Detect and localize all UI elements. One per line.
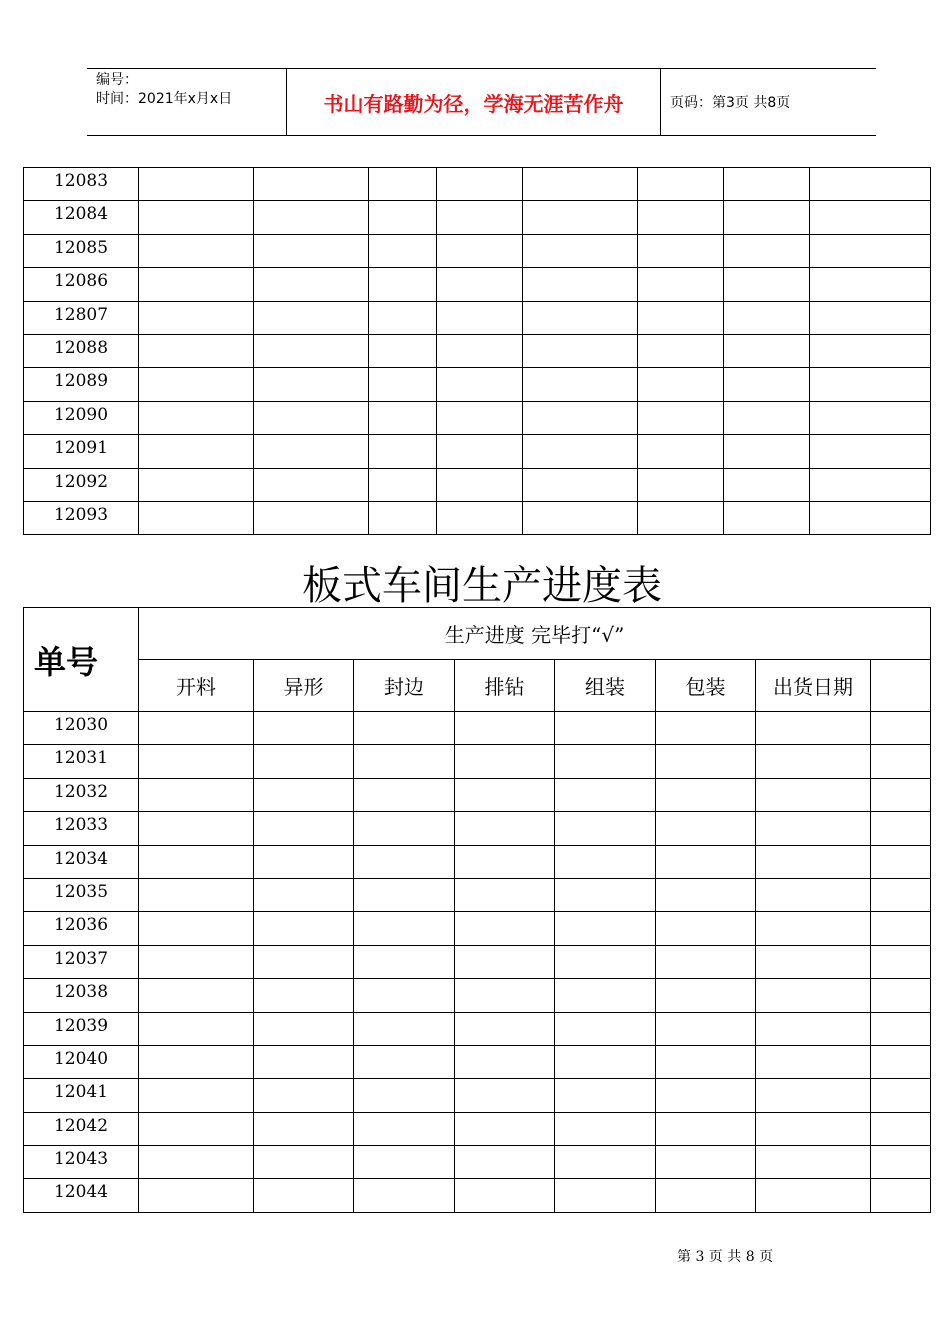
progress-cell[interactable]: [139, 778, 254, 811]
progress-cell[interactable]: [369, 168, 437, 201]
progress-cell[interactable]: [555, 745, 656, 778]
progress-cell[interactable]: [354, 778, 455, 811]
progress-cell[interactable]: [555, 1179, 656, 1212]
progress-cell[interactable]: [254, 912, 354, 945]
order-id-cell: 12040: [24, 1045, 139, 1078]
progress-cell[interactable]: [810, 201, 931, 234]
progress-cell[interactable]: [139, 945, 254, 978]
table-row: [24, 334, 931, 367]
progress-cell[interactable]: [139, 168, 254, 201]
order-id-cell: 12030: [24, 712, 139, 745]
table-row: [24, 1012, 931, 1045]
progress-cell[interactable]: [871, 979, 931, 1012]
progress-cell[interactable]: [354, 912, 455, 945]
progress-cell[interactable]: [555, 979, 656, 1012]
progress-cell[interactable]: [638, 435, 724, 468]
progress-cell[interactable]: [139, 334, 254, 367]
order-id-cell: 12086: [24, 268, 139, 301]
progress-cell[interactable]: [254, 1045, 354, 1078]
progress-cell[interactable]: [254, 201, 369, 234]
stage-header: 出货日期: [756, 660, 871, 712]
progress-cell[interactable]: [139, 912, 254, 945]
date-line: 时间：2021年x月x日: [96, 91, 233, 107]
progress-cell[interactable]: [871, 912, 931, 945]
progress-cell[interactable]: [254, 334, 369, 367]
table-row: [24, 979, 931, 1012]
progress-cell[interactable]: [756, 1179, 871, 1212]
header-page-info: 页码：第3页 共8页: [670, 95, 791, 111]
progress-cell[interactable]: [724, 334, 810, 367]
progress-cell[interactable]: [369, 368, 437, 401]
progress-cell[interactable]: [437, 168, 523, 201]
progress-cell[interactable]: [523, 501, 638, 534]
workshop-progress-table: [23, 607, 931, 1213]
header-motto: 书山有路勤为径，学海无涯苦作舟: [287, 69, 661, 135]
progress-cell[interactable]: [139, 1179, 254, 1212]
progress-cell[interactable]: [724, 201, 810, 234]
progress-cell[interactable]: [369, 234, 437, 267]
progress-cell[interactable]: [656, 945, 756, 978]
progress-cell[interactable]: [139, 268, 254, 301]
progress-cell[interactable]: [871, 1079, 931, 1112]
progress-cell[interactable]: [724, 368, 810, 401]
progress-cell[interactable]: [139, 368, 254, 401]
table-row: [24, 945, 931, 978]
progress-cell[interactable]: [555, 878, 656, 911]
progress-cell[interactable]: [139, 845, 254, 878]
progress-cell[interactable]: [354, 878, 455, 911]
progress-cell[interactable]: [724, 501, 810, 534]
table-row: [24, 468, 931, 501]
progress-cell[interactable]: [354, 1146, 455, 1179]
progress-cell[interactable]: [656, 1079, 756, 1112]
page-header: [87, 68, 876, 136]
progress-cell[interactable]: [638, 468, 724, 501]
progress-cell[interactable]: [724, 468, 810, 501]
table-row: [24, 268, 931, 301]
progress-cell[interactable]: [437, 334, 523, 367]
order-id-cell: 12084: [24, 201, 139, 234]
table-row: [24, 1179, 931, 1212]
table-row: [24, 301, 931, 334]
table-row: [24, 501, 931, 534]
progress-cell[interactable]: [455, 945, 555, 978]
progress-cell[interactable]: [523, 234, 638, 267]
progress-cell[interactable]: [354, 712, 455, 745]
progress-cell[interactable]: [254, 1012, 354, 1045]
order-id-cell: 12088: [24, 334, 139, 367]
progress-cell[interactable]: [455, 845, 555, 878]
progress-cell[interactable]: [369, 501, 437, 534]
progress-cell[interactable]: [254, 845, 354, 878]
progress-cell[interactable]: [724, 234, 810, 267]
progress-cell[interactable]: [437, 401, 523, 434]
stage-header: 异形: [254, 660, 354, 712]
stage-header: 组装: [555, 660, 656, 712]
progress-cell[interactable]: [354, 812, 455, 845]
progress-cell[interactable]: [139, 1045, 254, 1078]
progress-cell[interactable]: [555, 1079, 656, 1112]
progress-cell[interactable]: [555, 812, 656, 845]
progress-cell[interactable]: [656, 778, 756, 811]
progress-cell[interactable]: [756, 878, 871, 911]
progress-cell[interactable]: [756, 812, 871, 845]
progress-cell[interactable]: [139, 301, 254, 334]
order-id-cell: 12039: [24, 1012, 139, 1045]
progress-cell[interactable]: [139, 435, 254, 468]
progress-cell[interactable]: [656, 878, 756, 911]
progress-cell[interactable]: [724, 168, 810, 201]
progress-cell[interactable]: [369, 334, 437, 367]
progress-cell[interactable]: [871, 1045, 931, 1078]
progress-cell[interactable]: [254, 878, 354, 911]
progress-cell[interactable]: [638, 368, 724, 401]
page-footer: 第 3 页 共 8 页: [677, 1249, 774, 1265]
progress-cell[interactable]: [437, 234, 523, 267]
progress-cell[interactable]: [871, 1179, 931, 1212]
table-row: [24, 368, 931, 401]
progress-cell[interactable]: [756, 1146, 871, 1179]
progress-cell[interactable]: [254, 401, 369, 434]
progress-cell[interactable]: [638, 501, 724, 534]
progress-cell[interactable]: [810, 334, 931, 367]
progress-cell[interactable]: [455, 1146, 555, 1179]
table-row: [24, 168, 931, 201]
progress-cell[interactable]: [871, 1012, 931, 1045]
progress-cell[interactable]: [139, 234, 254, 267]
progress-cell[interactable]: [871, 812, 931, 845]
top-progress-table: [23, 167, 931, 535]
progress-cell[interactable]: [437, 368, 523, 401]
progress-cell[interactable]: [139, 878, 254, 911]
progress-cell[interactable]: [254, 778, 354, 811]
progress-cell[interactable]: [810, 301, 931, 334]
progress-cell[interactable]: [139, 501, 254, 534]
progress-cell[interactable]: [254, 468, 369, 501]
progress-cell[interactable]: [254, 945, 354, 978]
progress-cell[interactable]: [455, 1179, 555, 1212]
progress-cell[interactable]: [871, 878, 931, 911]
stage-header: 排钻: [455, 660, 555, 712]
table-row: [24, 435, 931, 468]
progress-cell[interactable]: [455, 778, 555, 811]
table-row: [24, 778, 931, 811]
progress-cell[interactable]: [254, 501, 369, 534]
progress-cell[interactable]: [437, 501, 523, 534]
order-id-cell: 12807: [24, 301, 139, 334]
order-id-cell: 12041: [24, 1079, 139, 1112]
progress-cell[interactable]: [254, 1079, 354, 1112]
progress-cell[interactable]: [555, 912, 656, 945]
progress-cell[interactable]: [354, 1012, 455, 1045]
progress-cell[interactable]: [455, 1012, 555, 1045]
progress-cell[interactable]: [254, 1179, 354, 1212]
progress-cell[interactable]: [139, 812, 254, 845]
progress-cell[interactable]: [871, 945, 931, 978]
table-row: [24, 1045, 931, 1078]
progress-cell[interactable]: [756, 912, 871, 945]
progress-cell[interactable]: [139, 1079, 254, 1112]
progress-cell[interactable]: [724, 401, 810, 434]
progress-cell[interactable]: [254, 368, 369, 401]
progress-cell[interactable]: [139, 745, 254, 778]
progress-cell[interactable]: [871, 745, 931, 778]
progress-cell[interactable]: [810, 234, 931, 267]
order-id-cell: 12083: [24, 168, 139, 201]
progress-cell[interactable]: [656, 745, 756, 778]
table-row: [24, 1079, 931, 1112]
table-row: [24, 878, 931, 911]
progress-cell[interactable]: [756, 778, 871, 811]
progress-cell[interactable]: [354, 1079, 455, 1112]
progress-cell[interactable]: [354, 1112, 455, 1145]
progress-cell[interactable]: [139, 468, 254, 501]
order-id-cell: 12034: [24, 845, 139, 878]
progress-cell[interactable]: [656, 1045, 756, 1078]
progress-cell[interactable]: [638, 168, 724, 201]
progress-cell[interactable]: [437, 301, 523, 334]
table-row: [24, 1146, 931, 1179]
progress-cell[interactable]: [871, 1112, 931, 1145]
progress-cell[interactable]: [369, 468, 437, 501]
progress-cell[interactable]: [254, 812, 354, 845]
progress-cell[interactable]: [455, 1112, 555, 1145]
progress-cell[interactable]: [756, 1079, 871, 1112]
progress-cell[interactable]: [656, 812, 756, 845]
table-row: [24, 912, 931, 945]
progress-cell[interactable]: [369, 268, 437, 301]
progress-cell[interactable]: [523, 468, 638, 501]
progress-cell[interactable]: [254, 1112, 354, 1145]
progress-cell[interactable]: [756, 845, 871, 878]
progress-cell[interactable]: [139, 712, 254, 745]
order-id-cell: 12042: [24, 1112, 139, 1145]
progress-cell[interactable]: [437, 201, 523, 234]
progress-cell[interactable]: [810, 168, 931, 201]
progress-cell[interactable]: [638, 201, 724, 234]
progress-cell[interactable]: [139, 1112, 254, 1145]
progress-cell[interactable]: [369, 401, 437, 434]
progress-cell[interactable]: [437, 468, 523, 501]
progress-cell[interactable]: [523, 201, 638, 234]
order-id-cell: 12038: [24, 979, 139, 1012]
progress-cell[interactable]: [254, 234, 369, 267]
progress-cell[interactable]: [810, 268, 931, 301]
progress-cell[interactable]: [724, 301, 810, 334]
progress-cell[interactable]: [254, 745, 354, 778]
progress-cell[interactable]: [139, 1012, 254, 1045]
progress-cell[interactable]: [656, 1179, 756, 1212]
table-row: [24, 201, 931, 234]
order-id-cell: 12085: [24, 234, 139, 267]
progress-cell[interactable]: [555, 1012, 656, 1045]
progress-cell[interactable]: [724, 435, 810, 468]
progress-cell[interactable]: [523, 301, 638, 334]
progress-cell[interactable]: [455, 712, 555, 745]
stage-header: 包装: [656, 660, 756, 712]
progress-cell[interactable]: [254, 435, 369, 468]
progress-cell[interactable]: [756, 745, 871, 778]
progress-cell[interactable]: [638, 234, 724, 267]
progress-cell[interactable]: [254, 301, 369, 334]
progress-cell[interactable]: [139, 401, 254, 434]
progress-cell[interactable]: [369, 201, 437, 234]
order-id-cell: 12044: [24, 1179, 139, 1212]
progress-cell[interactable]: [354, 1179, 455, 1212]
progress-cell[interactable]: [555, 1045, 656, 1078]
order-id-cell: 12033: [24, 812, 139, 845]
progress-cell[interactable]: [756, 979, 871, 1012]
progress-cell[interactable]: [555, 1112, 656, 1145]
progress-cell[interactable]: [656, 979, 756, 1012]
progress-cell[interactable]: [555, 778, 656, 811]
progress-cell[interactable]: [756, 1045, 871, 1078]
progress-cell[interactable]: [254, 268, 369, 301]
progress-cell[interactable]: [724, 268, 810, 301]
order-id-cell: 12093: [24, 501, 139, 534]
progress-cell[interactable]: [656, 712, 756, 745]
table-row: [24, 845, 931, 878]
progress-cell[interactable]: [354, 1045, 455, 1078]
progress-cell[interactable]: [638, 401, 724, 434]
progress-cell[interactable]: [437, 268, 523, 301]
progress-cell[interactable]: [455, 878, 555, 911]
table-row: [24, 812, 931, 845]
progress-cell[interactable]: [810, 501, 931, 534]
table-row: [24, 745, 931, 778]
progress-cell[interactable]: [523, 168, 638, 201]
table-row: [24, 712, 931, 745]
progress-cell[interactable]: [871, 778, 931, 811]
progress-cell[interactable]: [455, 745, 555, 778]
progress-cell[interactable]: [656, 1012, 756, 1045]
progress-cell[interactable]: [656, 1146, 756, 1179]
code-label: 编号：: [96, 72, 138, 88]
progress-cell[interactable]: [756, 1012, 871, 1045]
progress-cell[interactable]: [139, 201, 254, 234]
progress-cell[interactable]: [455, 979, 555, 1012]
header-meta: [87, 69, 287, 135]
progress-cell[interactable]: [523, 368, 638, 401]
order-id-cell: 12090: [24, 401, 139, 434]
progress-cell[interactable]: [810, 468, 931, 501]
order-id-cell: 12043: [24, 1146, 139, 1179]
progress-cell[interactable]: [555, 712, 656, 745]
stage-header: [871, 660, 931, 712]
progress-cell[interactable]: [871, 1146, 931, 1179]
progress-cell[interactable]: [656, 845, 756, 878]
progress-cell[interactable]: [656, 1112, 756, 1145]
table-row: [24, 234, 931, 267]
progress-cell[interactable]: [523, 268, 638, 301]
stage-header: 封边: [354, 660, 455, 712]
order-id-cell: 12089: [24, 368, 139, 401]
order-id-cell: 12091: [24, 435, 139, 468]
order-id-cell: 12035: [24, 878, 139, 911]
order-number-header: 单号: [24, 608, 139, 712]
progress-cell[interactable]: [638, 268, 724, 301]
progress-header: 生产进度 完毕打“√”: [139, 608, 931, 660]
progress-cell[interactable]: [638, 301, 724, 334]
table-row: [24, 401, 931, 434]
progress-cell[interactable]: [555, 945, 656, 978]
progress-cell[interactable]: [455, 812, 555, 845]
progress-cell[interactable]: [254, 712, 354, 745]
progress-cell[interactable]: [354, 945, 455, 978]
progress-cell[interactable]: [455, 1045, 555, 1078]
progress-cell[interactable]: [871, 845, 931, 878]
progress-cell[interactable]: [369, 301, 437, 334]
progress-cell[interactable]: [254, 979, 354, 1012]
progress-cell[interactable]: [455, 912, 555, 945]
progress-cell[interactable]: [139, 1146, 254, 1179]
progress-cell[interactable]: [810, 401, 931, 434]
table-title: 板式车间生产进度表: [302, 563, 662, 609]
progress-cell[interactable]: [555, 1146, 656, 1179]
order-id-cell: 12037: [24, 945, 139, 978]
progress-cell[interactable]: [523, 435, 638, 468]
progress-cell[interactable]: [756, 945, 871, 978]
progress-cell[interactable]: [810, 435, 931, 468]
progress-cell[interactable]: [810, 368, 931, 401]
progress-cell[interactable]: [523, 334, 638, 367]
progress-cell[interactable]: [254, 1146, 354, 1179]
progress-cell[interactable]: [656, 912, 756, 945]
stage-header: 开料: [139, 660, 254, 712]
progress-cell[interactable]: [756, 1112, 871, 1145]
progress-cell[interactable]: [369, 435, 437, 468]
progress-cell[interactable]: [455, 1079, 555, 1112]
progress-cell[interactable]: [555, 845, 656, 878]
progress-cell[interactable]: [139, 979, 254, 1012]
table-row: [24, 1112, 931, 1145]
order-id-cell: 12031: [24, 745, 139, 778]
progress-cell[interactable]: [354, 745, 455, 778]
order-id-cell: 12092: [24, 468, 139, 501]
progress-cell[interactable]: [756, 712, 871, 745]
progress-cell[interactable]: [254, 168, 369, 201]
order-id-cell: 12036: [24, 912, 139, 945]
progress-cell[interactable]: [437, 435, 523, 468]
progress-cell[interactable]: [523, 401, 638, 434]
progress-cell[interactable]: [354, 979, 455, 1012]
progress-cell[interactable]: [354, 845, 455, 878]
progress-cell[interactable]: [638, 334, 724, 367]
progress-cell[interactable]: [871, 712, 931, 745]
order-id-cell: 12032: [24, 778, 139, 811]
